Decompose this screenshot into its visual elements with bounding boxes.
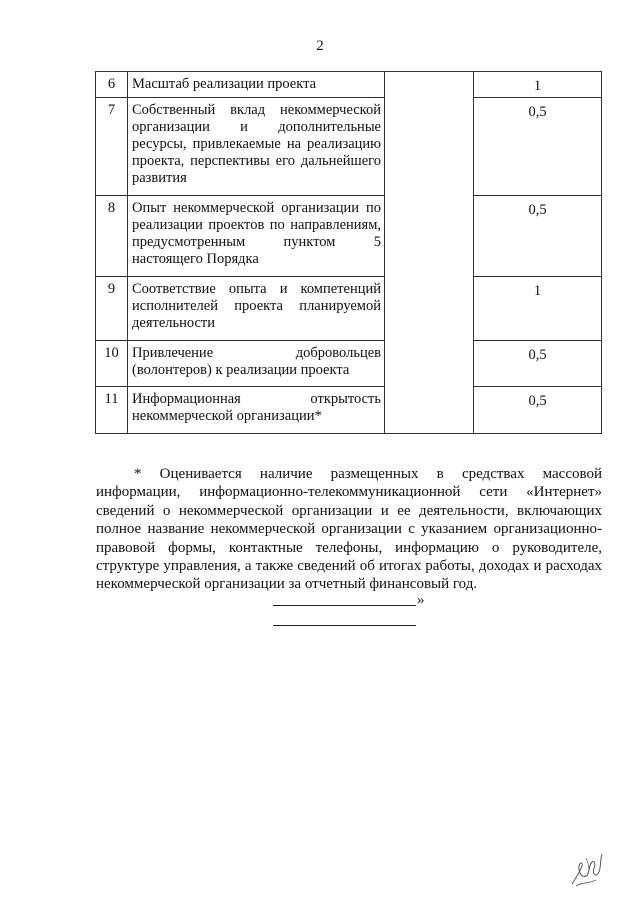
score-value: 0,5 <box>474 387 602 434</box>
empty-column <box>385 72 474 434</box>
row-number: 9 <box>96 277 128 341</box>
table-row <box>96 72 602 98</box>
row-number: 10 <box>96 341 128 387</box>
criteria-table <box>95 71 602 434</box>
signature-line-upper <box>273 605 416 606</box>
criterion-text: Собственный вклад некоммерческой организации и дополнительные ресурсы, привлекаемые на реализацию проекта, перспективы его дальнейшего развития <box>128 98 385 196</box>
row-number: 8 <box>96 196 128 277</box>
table-row <box>96 98 602 196</box>
row-number: 6 <box>96 72 128 98</box>
score-value: 0,5 <box>474 98 602 196</box>
handwritten-signature <box>566 848 606 890</box>
closing-quote-mark: » <box>417 592 425 608</box>
score-value: 0,5 <box>474 341 602 387</box>
table-row <box>96 341 602 387</box>
criterion-text: Информационная открытость некоммерческой организации* <box>128 387 385 434</box>
footnote: * Оценивается наличие размещенных в средствах массовой информации, информационно-телекоммуникационной сети «Интернет» сведений о некоммерческой организации и ее деятельности, включающих полное название некоммерческой организации с указанием организационно-правовой формы, контактные телефоны, информацию о руководителе, структуре управления, а также сведений об итогах работы, доходах и расходах некоммерческой организации за отчетный финансовый год. <box>96 466 602 593</box>
criterion-text: Масштаб реализации проекта <box>128 72 385 98</box>
score-value: 1 <box>474 277 602 341</box>
signature-line-lower <box>273 625 416 626</box>
page-number: 2 <box>316 38 324 54</box>
criterion-text: Опыт некоммерческой организации по реализации проектов по направлениям, предусмотренным пунктом 5 настоящего Порядка <box>128 196 385 277</box>
row-number: 7 <box>96 98 128 196</box>
table-row <box>96 387 602 434</box>
score-value: 0,5 <box>474 196 602 277</box>
criterion-text: Привлечение добровольцев (волонтеров) к реализации проекта <box>128 341 385 387</box>
score-value: 1 <box>474 72 602 98</box>
table-row <box>96 277 602 341</box>
row-number: 11 <box>96 387 128 434</box>
criterion-text: Соответствие опыта и компетенций исполнителей проекта планируемой деятельности <box>128 277 385 341</box>
table-row <box>96 196 602 277</box>
